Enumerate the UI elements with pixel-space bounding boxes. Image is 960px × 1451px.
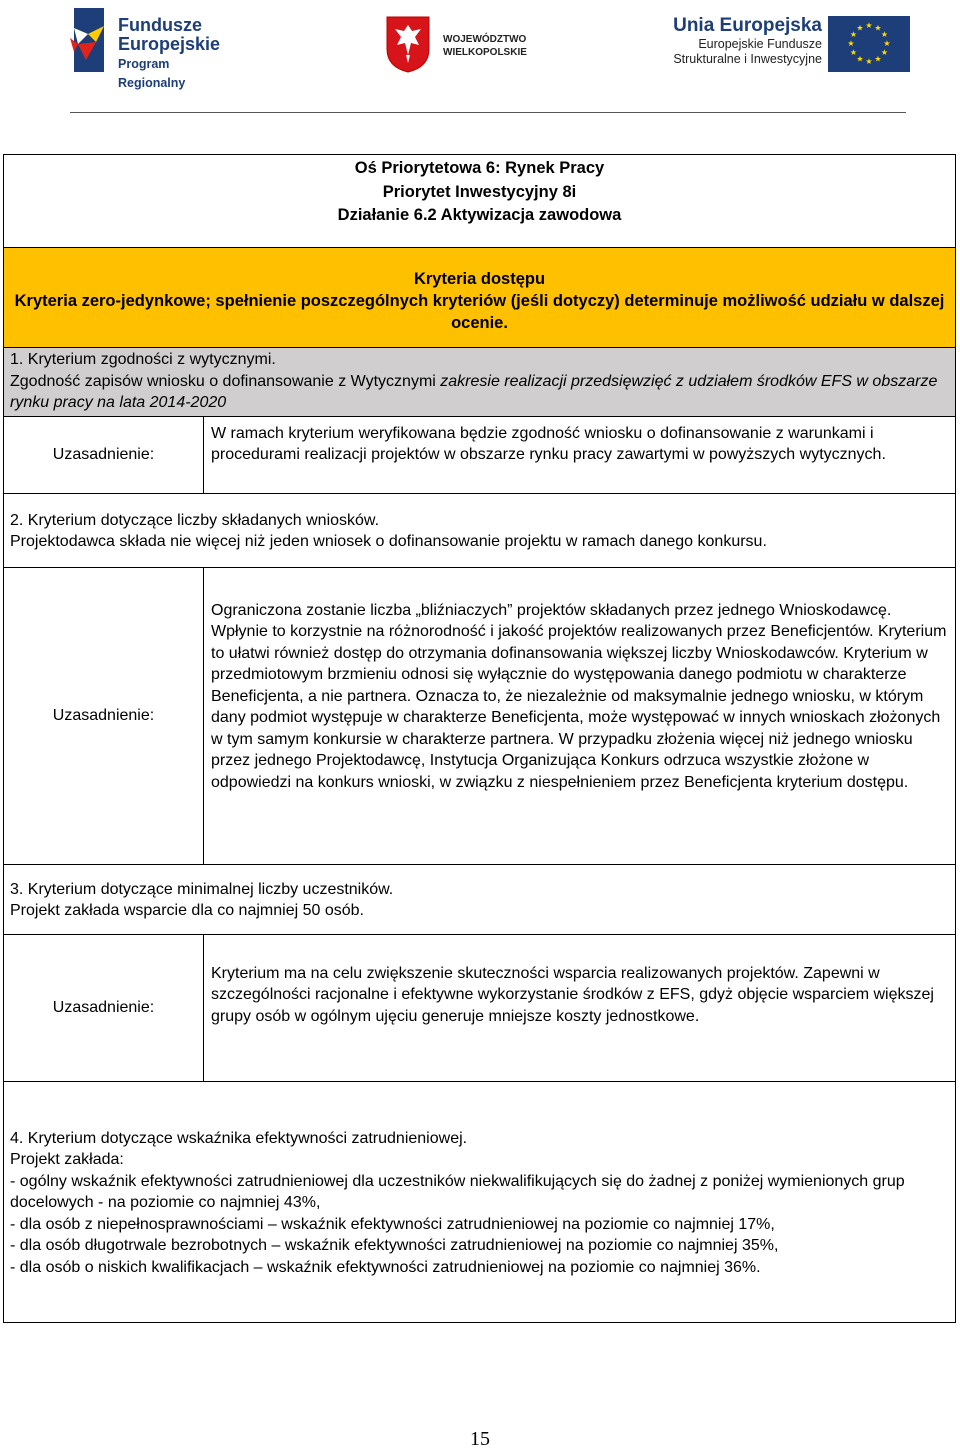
criterion-3-justification-row (3, 934, 956, 1081)
criterion-4-block (3, 1081, 956, 1324)
criterion-2-justification-label: Uzasadnienie: (4, 568, 204, 864)
svg-text:★: ★ (880, 30, 889, 39)
criterion-4-item: - dla osób o niskich kwalifikacjach – wskaźnik efektywności zatrudnieniowej na poziomie co najmniej 36%. (10, 1258, 761, 1276)
criteria-header (3, 247, 956, 347)
criterion-4-item: - dla osób z niepełnosprawnościami – wskaźnik efektywności zatrudnieniowej na poziomie co najmniej 17%, (10, 1215, 775, 1233)
criterion-2-description: Projektodawca składa nie więcej niż jeden wniosek o dofinansowanie projektu w ramach danego konkursu. (10, 533, 767, 550)
wielkopolskie-logo (385, 15, 545, 75)
heading-measure: Działanie 6.2 Aktywizacja zawodowa (337, 206, 622, 224)
criterion-4-intro: Projekt zakłada: (10, 1151, 124, 1168)
eagle-shield-icon (385, 15, 431, 73)
criterion-1-header (3, 347, 956, 416)
fe-line2: Europejskie (118, 34, 221, 54)
criterion-2-header (3, 493, 956, 567)
criterion-1-description (10, 371, 949, 414)
criterion-3-justification-label: Uzasadnienie: (4, 935, 204, 1081)
criterion-3-description: Projekt zakłada wsparcie dla co najmniej 50 osób. (10, 902, 364, 919)
criteria-table (3, 154, 956, 1323)
criterion-3-justification-text: Kryterium ma na celu zwiększenie skuteczności wsparcia realizowanych projektów. Zapewni w szczególności racjonalne i efektywne wykorzystanie środków z EFS, gdyż objęcie wsparciem większej grupy osób w ogólnym ujęciu generuje mniejsze koszty jednostkowe. (211, 964, 934, 1025)
wlkp-line1: WOJEWÓDZTWO (443, 34, 527, 45)
criterion-2-justification-row (3, 567, 956, 864)
heading-axis: Oś Priorytetowa 6: Rynek Pracy (354, 159, 605, 177)
eu-flag-icon (828, 16, 910, 72)
header-divider (70, 112, 906, 113)
fe-line3: Program Regionalny (118, 57, 186, 90)
logo-header (0, 0, 960, 90)
criterion-4-title: 4. Kryterium dotyczące wskaźnika efektywności zatrudnieniowej. (10, 1129, 468, 1147)
page-number: 15 (470, 1428, 490, 1450)
unia-europejska-logo (660, 12, 910, 78)
heading-priority: Priorytet Inwestycyjny 8i (382, 182, 577, 201)
criterion-1-desc-italic: zakresie realizacji przedsięwzięć z udziałem środków EFS w obszarze rynku pracy na lata 2014-2020 (10, 372, 938, 411)
svg-text:★: ★ (874, 23, 882, 33)
svg-text:★: ★ (874, 54, 882, 64)
fe-line1: Fundusze (118, 15, 202, 35)
fe-star-mark-icon (70, 8, 110, 72)
criterion-2-justification-text: Ograniczona zostanie liczba „bliźniaczych” projektów składanych przez jednego Wnioskodawcę. Wpłynie to korzystnie na różnorodność i jakość projektów realizowanych przez Beneficjentów. Kryterium to ułatwi również dostęp do otrzymania dofinansowania większej liczby Wnioskodawców. Kryterium w przedmiotowym brzmieniu odnosi się wyłącznie do występowania danego podmiotu w charakterze Beneficjenta, a nie partnera. Oznacza to, że niezależnie od maksymalnie jednego wniosku, w którym dany podmiot występuje w charakterze Beneficjenta, może występować w innych wnioskach złożonych w tym samym konkursie w charakterze partnera. W przypadku złożenia więcej niż jednego wniosku przez jednego Projektodawcę, Instytucja Organizująca Konkurs odrzuca wszystkie złożone w odpowiedzi na konkurs wnioski, w związku z niespełnieniem przez Beneficjenta kryterium dostępu. (211, 601, 947, 791)
criterion-3-header (3, 864, 956, 934)
criterion-2-title: 2. Kryterium dotyczące liczby składanych wniosków. (10, 511, 380, 529)
ue-line3: Strukturalne i Inwestycyjne (673, 52, 822, 66)
criterion-1-justification-text: W ramach kryterium weryfikowana będzie zgodność wniosku o dofinansowanie z warunkami i procedurami realizacji projektów w obszarze rynku pracy zawartymi w powyższych wytycznych. (211, 424, 886, 463)
section-heading (3, 154, 956, 247)
ue-line2: Europejskie Fundusze (698, 37, 822, 51)
criterion-4-item: - dla osób długotrwale bezrobotnych – wskaźnik efektywności zatrudnieniowej na poziomie co najmniej 35%, (10, 1237, 779, 1254)
criterion-3-title: 3. Kryterium dotyczące minimalnej liczby uczestników. (10, 880, 394, 898)
svg-text:★: ★ (880, 48, 889, 57)
wlkp-line2: WIELKOPOLSKIE (443, 47, 527, 58)
criterion-1-desc-plain: Zgodność zapisów wniosku o dofinansowanie z Wytycznymi (10, 372, 441, 390)
svg-text:★: ★ (883, 39, 891, 48)
svg-text:★: ★ (849, 30, 858, 39)
criterion-4-item: - ogólny wskaźnik efektywności zatrudnieniowej dla uczestników niekwalifikujących się do żadnej z poniżej wymienionych grup docelowych - na poziomie co najmniej 43%, (10, 1172, 905, 1211)
criterion-1-justification-row (3, 416, 956, 493)
fundusze-europejskie-logo (70, 8, 240, 90)
svg-text:★: ★ (849, 48, 858, 57)
svg-text:★: ★ (856, 23, 864, 33)
criteria-title: Kryteria dostępu (413, 270, 546, 288)
ue-line1: Unia Europejska (673, 15, 822, 36)
criterion-1-title: 1. Kryterium zgodności z wytycznymi. (10, 351, 276, 368)
svg-text:★: ★ (847, 39, 855, 48)
svg-text:★: ★ (856, 54, 864, 64)
criterion-1-justification-label: Uzasadnienie: (4, 417, 204, 493)
criteria-subtitle: Kryteria zero-jedynkowe; spełnienie poszczególnych kryteriów (jeśli dotyczy) determinuje możliwość udziału w dalszej ocenie. (14, 292, 945, 332)
svg-text:★: ★ (865, 57, 873, 66)
svg-text:★: ★ (865, 21, 873, 30)
